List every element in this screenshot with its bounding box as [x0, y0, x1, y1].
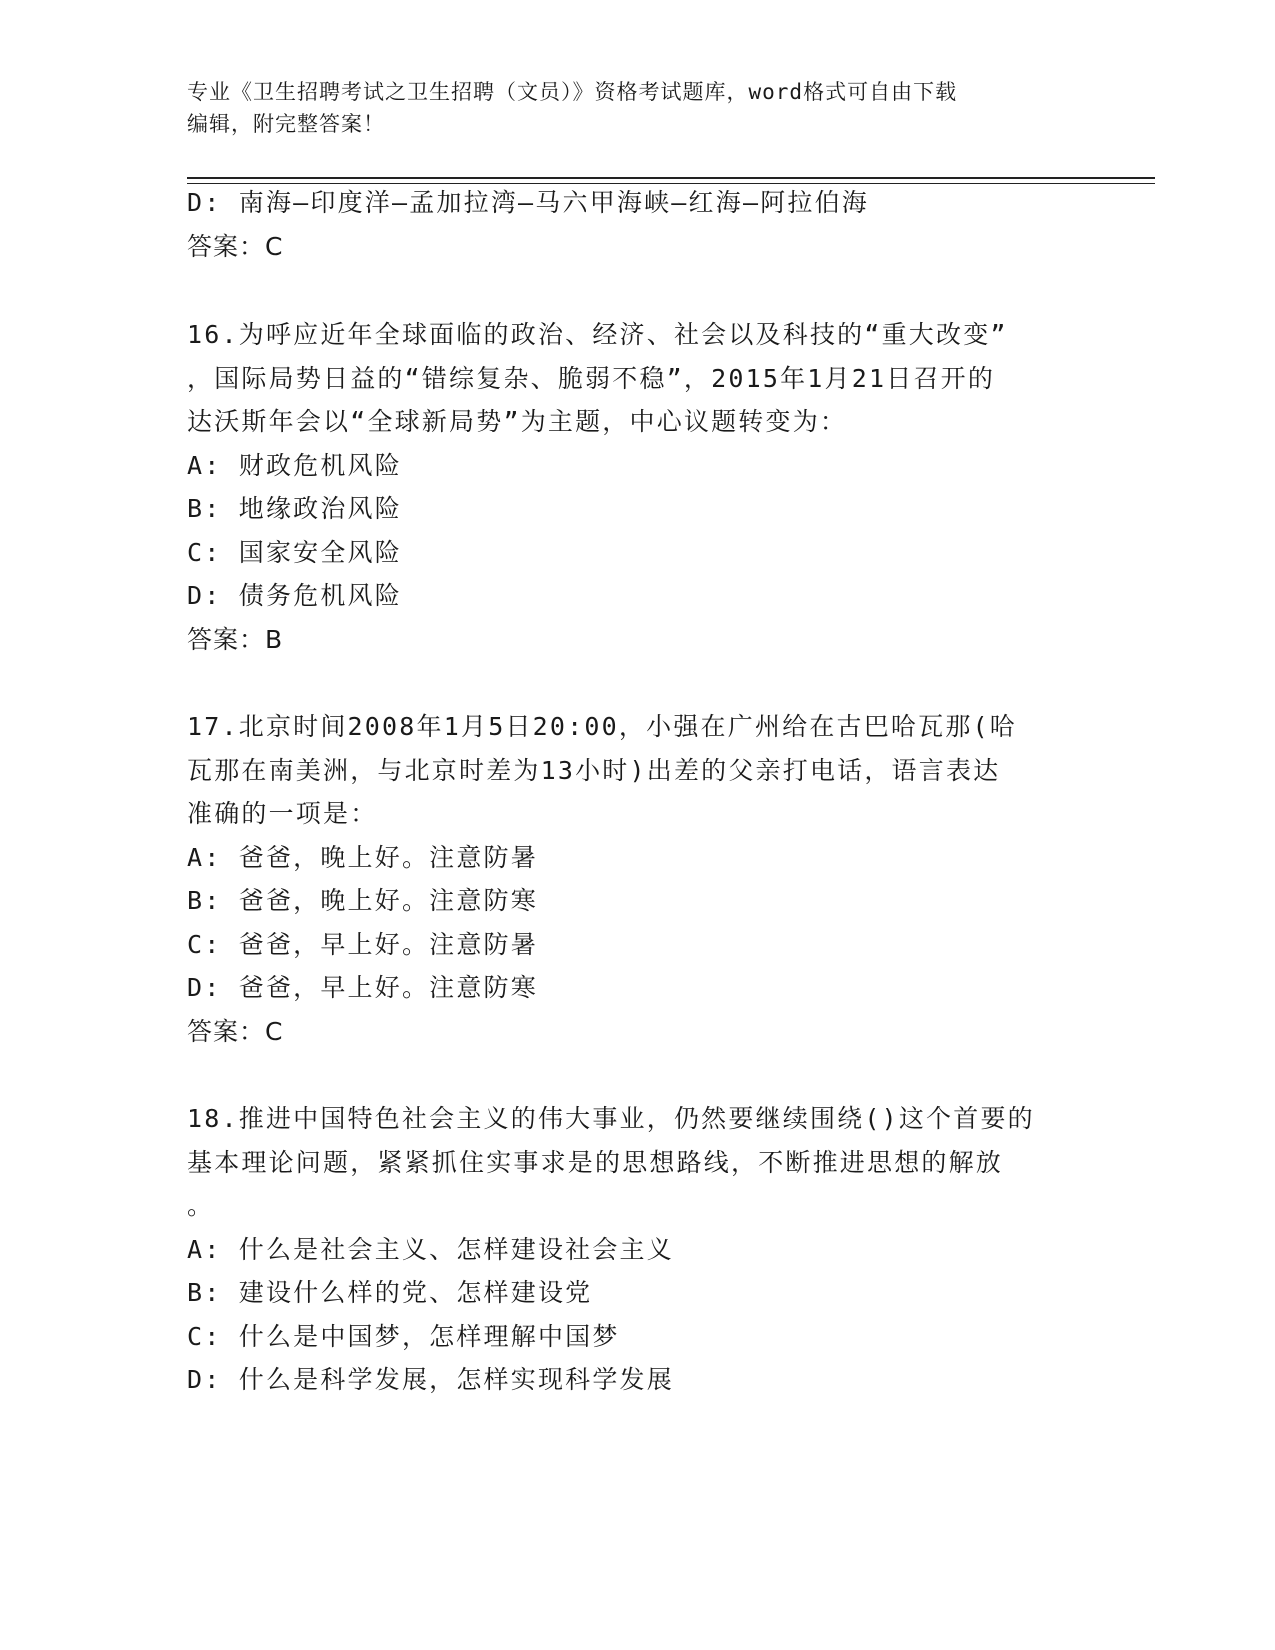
q17-option-d: D: 爸爸，早上好。注意防寒 [187, 973, 538, 1002]
q16-option-b: B: 地缘政治风险 [187, 494, 402, 523]
q16-stem-line-1: 16.为呼应近年全球面临的政治、经济、社会以及科技的“重大改变” [187, 320, 1008, 349]
q16-stem-line-3: 达沃斯年会以“全球新局势”为主题，中心议题转变为： [187, 407, 848, 436]
q18-option-c: C: 什么是中国梦，怎样理解中国梦 [187, 1322, 620, 1351]
q17-answer: 答案：C [187, 1017, 284, 1046]
prev-answer: 答案：C [187, 232, 284, 261]
q18-option-d: D: 什么是科学发展，怎样实现科学发展 [187, 1365, 674, 1394]
header-line-1: 专业《卫生招聘考试之卫生招聘（文员）》资格考试题库，word格式可自由下载 [187, 80, 958, 104]
q18-option-a: A: 什么是社会主义、怎样建设社会主义 [187, 1235, 674, 1264]
q16-answer: 答案：B [187, 625, 284, 654]
header-rule-thin [187, 183, 1155, 184]
header-rule-thick [187, 177, 1155, 179]
q17-stem-line-1: 17.北京时间2008年1月5日20:00，小强在广州给在古巴哈瓦那(哈 [187, 712, 1017, 741]
q17-option-a: A: 爸爸，晚上好。注意防暑 [187, 843, 538, 872]
prev-option-d: D: 南海—印度洋—孟加拉湾—马六甲海峡—红海—阿拉伯海 [187, 188, 870, 217]
q18-option-b: B: 建设什么样的党、怎样建设党 [187, 1278, 593, 1307]
q18-stem-line-1: 18.推进中国特色社会主义的伟大事业，仍然要继续围绕()这个首要的 [187, 1104, 1035, 1133]
q16-option-d: D: 债务危机风险 [187, 581, 402, 610]
q17-stem-line-3: 准确的一项是： [187, 799, 378, 828]
q18-stem-line-2: 基本理论问题，紧紧抓住实事求是的思想路线，不断推进思想的解放 [187, 1148, 1004, 1177]
q17-option-b: B: 爸爸，晚上好。注意防寒 [187, 886, 538, 915]
q18-stem-line-3: 。 [187, 1191, 215, 1220]
q17-stem-line-2: 瓦那在南美洲，与北京时差为13小时)出差的父亲打电话，语言表达 [187, 756, 1001, 785]
q16-stem-line-2: ，国际局势日益的“错综复杂、脆弱不稳”，2015年1月21日召开的 [187, 364, 996, 393]
header-line-2: 编辑，附完整答案！ [187, 112, 385, 136]
q16-option-c: C: 国家安全风险 [187, 538, 402, 567]
q17-option-c: C: 爸爸，早上好。注意防暑 [187, 930, 538, 959]
document-header [187, 76, 1087, 140]
q16-option-a: A: 财政危机风险 [187, 451, 402, 480]
